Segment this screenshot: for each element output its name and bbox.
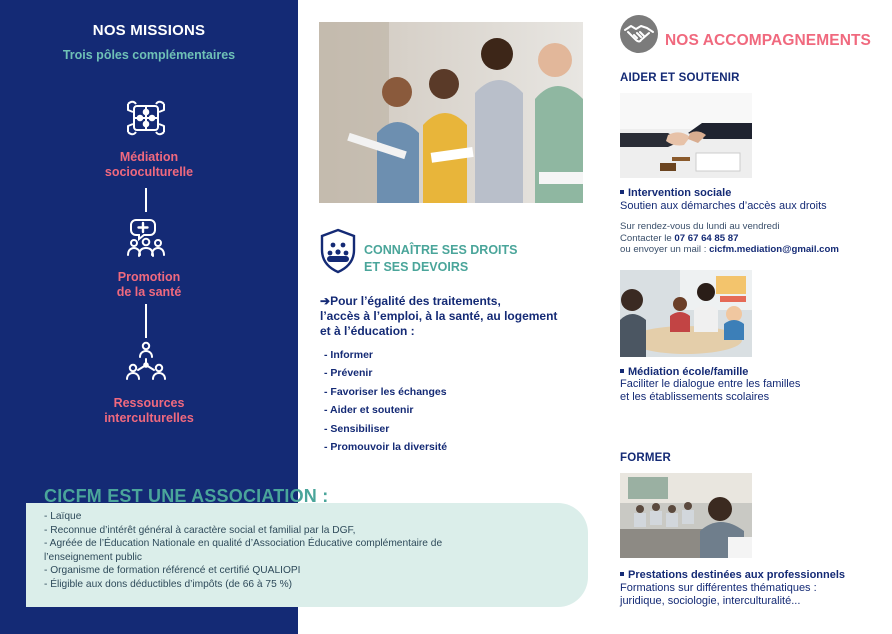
list-item: - Prévenir [324, 367, 373, 380]
list-item: - Sensibiliser [324, 422, 390, 435]
prestations-title: Prestations destinées aux professionnels [620, 569, 845, 582]
list-item: l’enseignement public [44, 551, 142, 563]
arrow-right-icon: ➔ [320, 294, 331, 308]
handshake-icon [620, 15, 658, 53]
association-title: CICFM EST UNE ASSOCIATION : [44, 486, 329, 506]
pole-sante: Promotion de la santé [116, 270, 182, 299]
intervention-title: Intervention sociale [620, 187, 731, 200]
phone-link[interactable]: 07 67 64 85 87 [674, 232, 739, 244]
list-item: - Éligible aux dons déductibles d’impôts (de 66 à 75 %) [44, 578, 293, 590]
former-heading: FORMER [620, 452, 672, 464]
rights-actions-list [324, 346, 447, 456]
bullet-square-icon [620, 572, 624, 576]
people-network-icon [124, 340, 168, 384]
rights-title: CONNAÎTRE SES DROITS ET SES DEVOIRS [364, 243, 518, 274]
handshake-photo [620, 93, 752, 178]
list-item: - Reconnue d’intérêt général à caractère social et familial par la DGF, [44, 524, 356, 536]
missions-subtitle: Trois pôles complémentaires [62, 48, 236, 62]
rights-lead: ➔Pour l’égalité des traitements, l’accès à l’emploi, à la santé, au logement et à l’éducation : [320, 294, 558, 338]
contact-info: Sur rendez-vous du lundi au vendredi Contacter le 07 67 64 85 87 ou envoyer un mail : cicfm.mediation@gmail.com [620, 221, 839, 256]
missions-title: NOS MISSIONS [92, 22, 206, 39]
list-item: - Favoriser les échanges [324, 385, 447, 398]
bullet-square-icon [620, 190, 624, 194]
association-list [44, 510, 564, 592]
pole-mediation: Médiation socioculturelle [104, 150, 194, 179]
prestations-desc: Formations sur différentes thématiques : juridique, sociologie, interculturalité... [620, 582, 817, 607]
training-room-photo [620, 473, 752, 558]
list-item: - Aider et soutenir [324, 404, 414, 417]
rights-shield-icon [319, 228, 357, 274]
list-item: - Promouvoir la diversité [324, 441, 448, 454]
bullet-square-icon [620, 369, 624, 373]
aider-heading: AIDER ET SOUTENIR [620, 72, 740, 84]
list-item: - Laïque [44, 511, 82, 522]
accompaniments-title: NOS ACCOMPAGNEMENTS [665, 32, 871, 49]
people-waiting-photo [319, 22, 583, 203]
puzzle-hands-icon [124, 96, 168, 140]
health-group-icon [124, 214, 168, 258]
mediation-desc: Faciliter le dialogue entre les familles et les établissements scolaires [620, 378, 801, 403]
list-item: - Agréée de l’Éducation Nationale en qualité d’Association Éducative complémentaire de [44, 538, 443, 550]
connector-line [145, 304, 147, 338]
list-item: - Informer [324, 349, 374, 361]
classroom-photo [620, 270, 752, 357]
connector-line [145, 188, 147, 212]
list-item: - Organisme de formation référencé et certifié QUALIOPI [44, 565, 301, 577]
mediation-title: Médiation école/famille [620, 366, 748, 379]
intervention-desc: Soutien aux démarches d’accès aux droits [620, 200, 827, 212]
email-link[interactable]: cicfm.mediation@gmail.com [709, 244, 839, 256]
pole-ressources: Ressources interculturelles [104, 396, 194, 425]
